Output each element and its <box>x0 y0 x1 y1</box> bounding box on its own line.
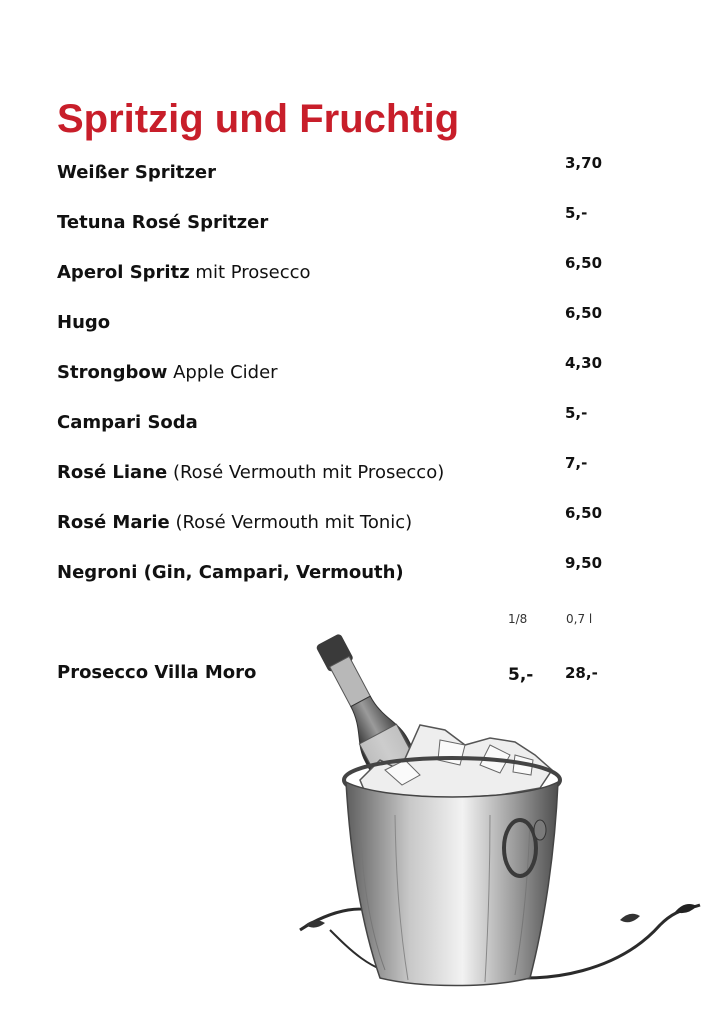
drink-row <box>57 554 617 588</box>
drink-name: Rosé Liane (Rosé Vermouth mit Prosecco) <box>57 462 445 483</box>
drink-price: 4,30 <box>565 354 603 372</box>
drink-name: Hugo <box>57 312 111 333</box>
drink-name: Tetuna Rosé Spritzer <box>57 212 269 233</box>
drink-name: Strongbow Apple Cider <box>57 362 278 383</box>
drink-row <box>57 354 617 388</box>
drink-name: Aperol Spritz mit Prosecco <box>57 262 311 283</box>
drink-price: 6,50 <box>565 304 603 322</box>
drink-row <box>57 204 617 238</box>
drink-row <box>57 254 617 288</box>
drink-price: 5,- <box>565 204 588 222</box>
champagne-bucket-icon <box>290 630 710 1000</box>
drink-row <box>57 154 617 188</box>
drink-name: Weißer Spritzer <box>57 162 216 183</box>
page-title: Spritzig und Fruchtig <box>57 97 460 141</box>
drink-row <box>57 504 617 538</box>
prosecco-price-bottle: 28,- <box>565 664 598 682</box>
drink-row <box>57 404 617 438</box>
drink-name: Campari Soda <box>57 412 198 433</box>
drink-price: 7,- <box>565 454 588 472</box>
drink-name: Negroni (Gin, Campari, Vermouth) <box>57 562 404 583</box>
size-label-glass: 1/8 <box>508 612 528 626</box>
size-label-bottle: 0,7 l <box>566 612 593 626</box>
prosecco-price-glass: 5,- <box>508 665 534 685</box>
drink-price: 6,50 <box>565 504 603 522</box>
drink-name: Rosé Marie (Rosé Vermouth mit Tonic) <box>57 512 413 533</box>
drink-price: 6,50 <box>565 254 603 272</box>
drink-price: 3,70 <box>565 154 603 172</box>
drink-price: 9,50 <box>565 554 603 572</box>
drink-row <box>57 454 617 488</box>
drink-row <box>57 304 617 338</box>
prosecco-name: Prosecco Villa Moro <box>57 662 257 683</box>
drink-price: 5,- <box>565 404 588 422</box>
